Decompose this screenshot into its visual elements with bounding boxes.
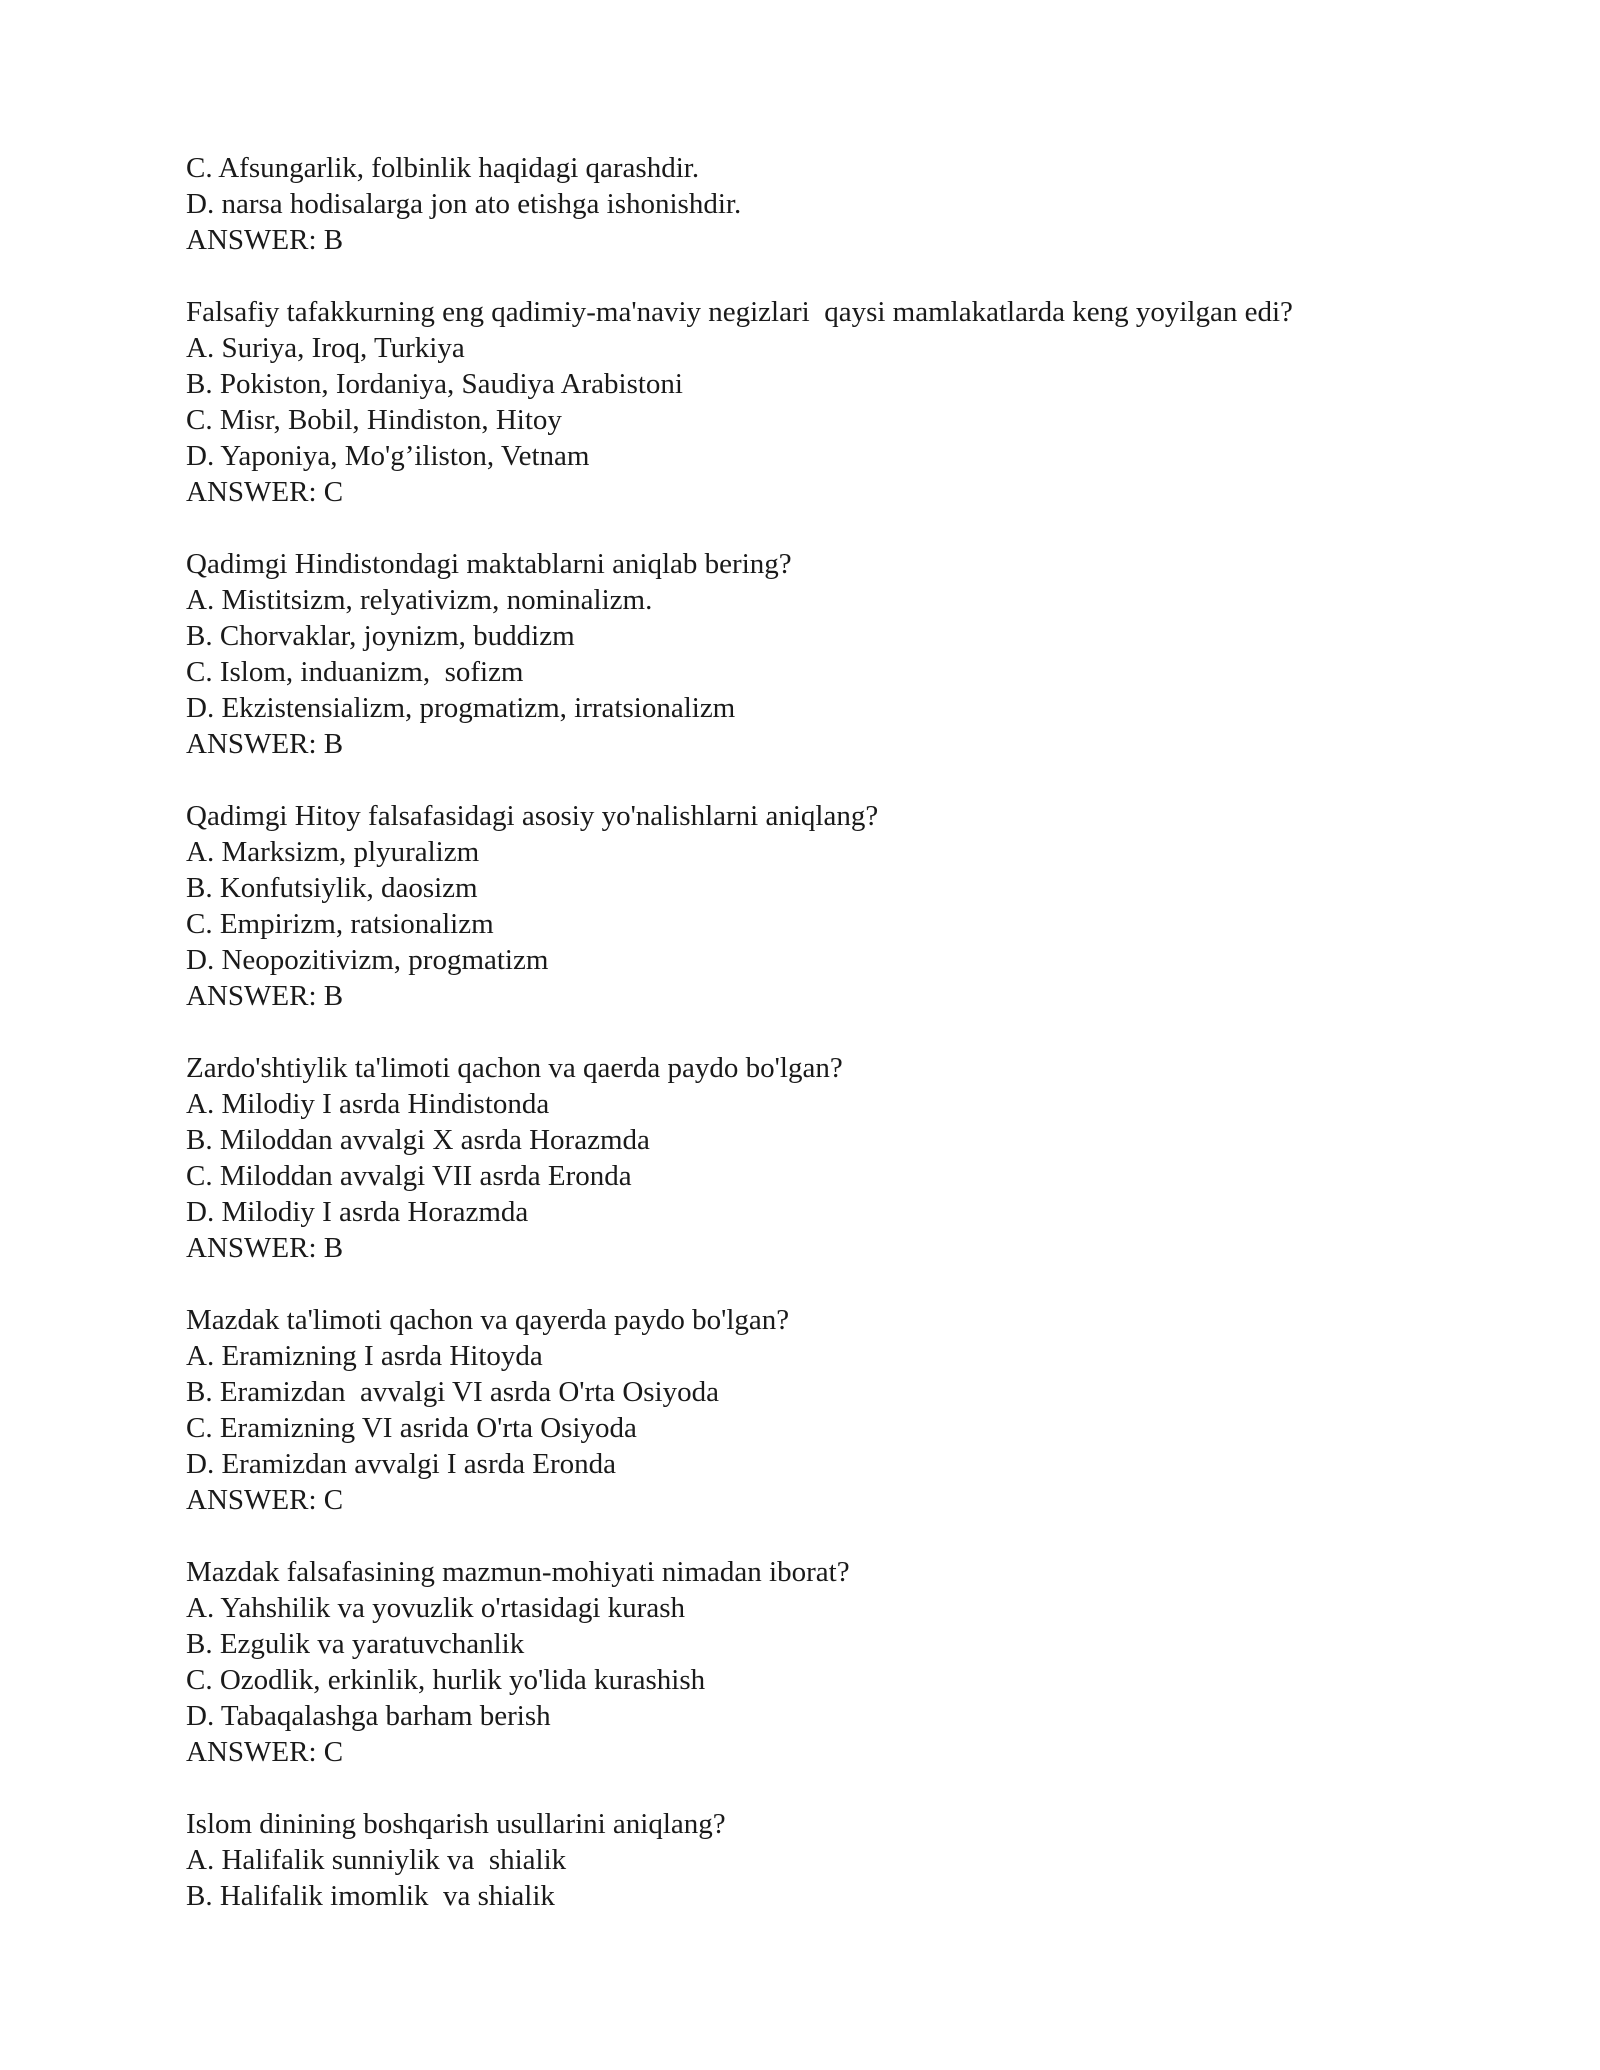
block-gap bbox=[186, 1014, 1516, 1050]
option-line: A. Milodiy I asrda Hindistonda bbox=[186, 1088, 550, 1120]
option-line: C. Miloddan avvalgi VII asrda Eronda bbox=[186, 1160, 632, 1192]
answer-line: ANSWER: B bbox=[186, 980, 344, 1012]
block-gap bbox=[186, 1770, 1516, 1806]
option-line: B. Pokiston, Iordaniya, Saudiya Arabistoni bbox=[186, 368, 683, 400]
question-block bbox=[186, 1050, 1516, 1266]
answer-line: ANSWER: B bbox=[186, 224, 344, 256]
question-block bbox=[186, 1554, 1516, 1770]
question-text: Mazdak falsafasining mazmun-mohiyati nimadan iborat? bbox=[186, 1556, 850, 1588]
option-line: A. Halifalik sunniylik va shialik bbox=[186, 1844, 567, 1876]
question-text: Islom dinining boshqarish usullarini aniqlang? bbox=[186, 1808, 726, 1840]
question-block bbox=[186, 1302, 1516, 1518]
question-text: Mazdak ta'limoti qachon va qayerda paydo bo'lgan? bbox=[186, 1304, 790, 1336]
option-line: B. Halifalik imomlik va shialik bbox=[186, 1880, 555, 1912]
option-line: A. Marksizm, plyuralizm bbox=[186, 836, 480, 868]
option-line: C. Empirizm, ratsionalizm bbox=[186, 908, 494, 940]
answer-line: ANSWER: B bbox=[186, 1232, 344, 1264]
answer-line: ANSWER: C bbox=[186, 1484, 344, 1516]
option-line: D. narsa hodisalarga jon ato etishga ishonishdir. bbox=[186, 188, 742, 220]
block-gap bbox=[186, 510, 1516, 546]
question-text: Falsafiy tafakkurning eng qadimiy-ma'naviy negizlari qaysi mamlakatlarda keng yoyilgan edi? bbox=[186, 296, 1293, 328]
option-line: D. Eramizdan avvalgi I asrda Eronda bbox=[186, 1448, 616, 1480]
option-line: C. Islom, induanizm, sofizm bbox=[186, 656, 524, 688]
option-line: B. Ezgulik va yaratuvchanlik bbox=[186, 1628, 525, 1660]
option-line: A. Suriya, Iroq, Turkiya bbox=[186, 332, 465, 364]
question-text: Zardo'shtiylik ta'limoti qachon va qaerda paydo bo'lgan? bbox=[186, 1052, 843, 1084]
question-block bbox=[186, 294, 1516, 510]
block-gap bbox=[186, 762, 1516, 798]
question-text: Qadimgi Hitoy falsafasidagi asosiy yo'nalishlarni aniqlang? bbox=[186, 800, 879, 832]
document-page bbox=[186, 150, 1516, 1914]
question-block bbox=[186, 546, 1516, 762]
question-block bbox=[186, 798, 1516, 1014]
option-line: B. Chorvaklar, joynizm, buddizm bbox=[186, 620, 575, 652]
option-line: D. Ekzistensializm, progmatizm, irratsionalizm bbox=[186, 692, 736, 724]
option-line: C. Ozodlik, erkinlik, hurlik yo'lida kurashish bbox=[186, 1664, 706, 1696]
block-gap bbox=[186, 1518, 1516, 1554]
option-line: D. Neopozitivizm, progmatizm bbox=[186, 944, 549, 976]
option-line: D. Tabaqalashga barham berish bbox=[186, 1700, 551, 1732]
option-line: A. Yahshilik va yovuzlik o'rtasidagi kurash bbox=[186, 1592, 685, 1624]
option-line: D. Milodiy I asrda Horazmda bbox=[186, 1196, 529, 1228]
option-line: C. Afsungarlik, folbinlik haqidagi qarashdir. bbox=[186, 152, 700, 184]
question-text: Qadimgi Hindistondagi maktablarni aniqlab bering? bbox=[186, 548, 792, 580]
answer-line: ANSWER: B bbox=[186, 728, 344, 760]
block-gap bbox=[186, 1266, 1516, 1302]
block-gap bbox=[186, 258, 1516, 294]
option-line: C. Eramizning VI asrida O'rta Osiyoda bbox=[186, 1412, 637, 1444]
option-line: B. Miloddan avvalgi X asrda Horazmda bbox=[186, 1124, 650, 1156]
question-block bbox=[186, 1806, 1516, 1914]
option-line: B. Konfutsiylik, daosizm bbox=[186, 872, 478, 904]
answer-line: ANSWER: C bbox=[186, 1736, 344, 1768]
intro-block bbox=[186, 150, 1516, 258]
option-line: A. Mistitsizm, relyativizm, nominalizm. bbox=[186, 584, 653, 616]
answer-line: ANSWER: C bbox=[186, 476, 344, 508]
option-line: C. Misr, Bobil, Hindiston, Hitoy bbox=[186, 404, 562, 436]
option-line: A. Eramizning I asrda Hitoyda bbox=[186, 1340, 543, 1372]
option-line: D. Yaponiya, Mo'g’iliston, Vetnam bbox=[186, 440, 590, 472]
option-line: B. Eramizdan avvalgi VI asrda O'rta Osiyoda bbox=[186, 1376, 719, 1408]
